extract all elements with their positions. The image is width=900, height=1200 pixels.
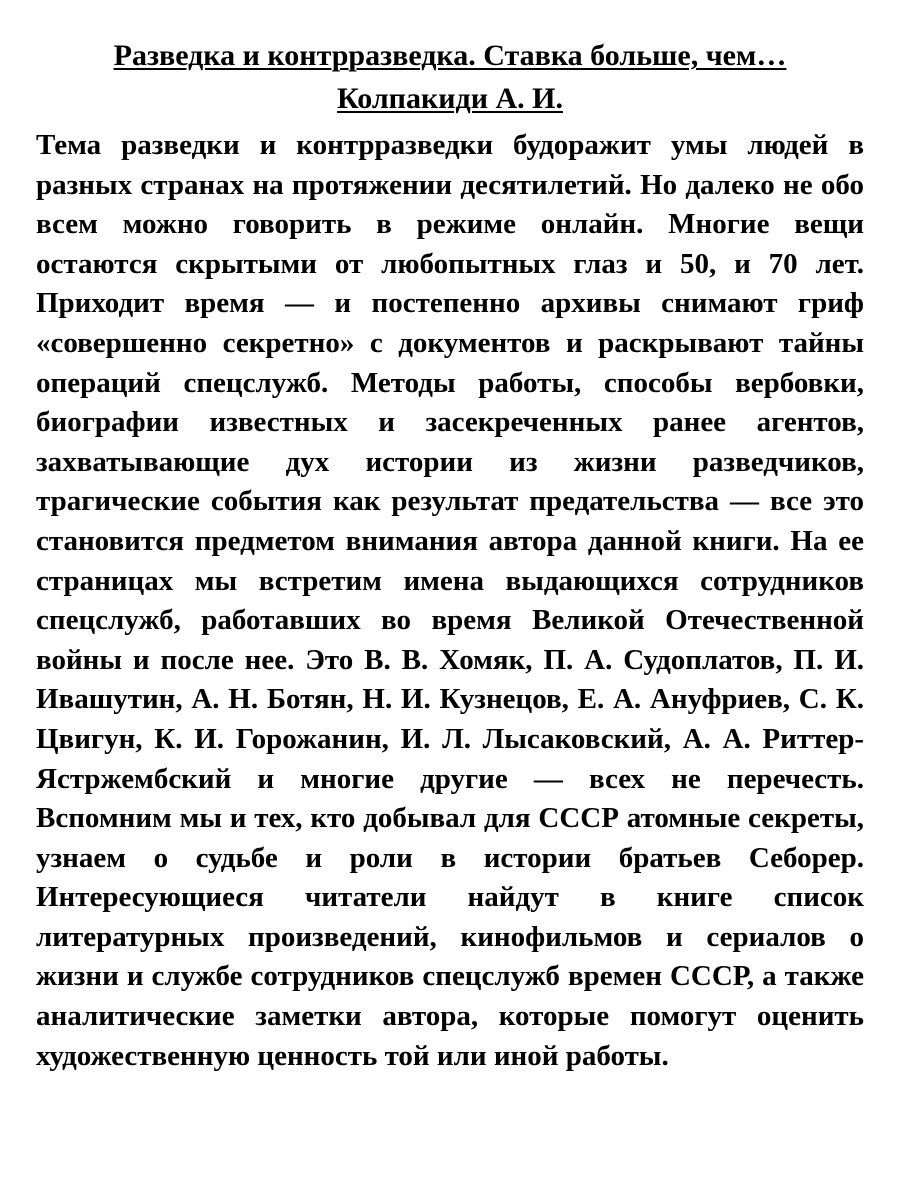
book-author: Колпакиди А. И.	[336, 82, 563, 115]
book-title: Разведка и контрразведка. Ставка больше, чем…	[113, 39, 787, 72]
book-annotation: Тема разведки и контрразведки будоражит умы людей в разных странах на протяжении десятилетий. Но далеко не обо всем можно говорить в режиме онлайн. Многие вещи остаются скрытыми от любопытных глаз и 50, и 70 лет. Приходит время — и постепенно архивы снимают гриф «совершенно секретно» с документов и раскрывают тайны операций спецслужб. Методы работы, способы вербовки, биографии известных и засекреченных ранее агентов, захватывающие дух истории из жизни разведчиков, трагические события как результат предательства — все это становится предметом внимания автора данной книги. На ее страницах мы встретим имена выдающихся сотрудников спецслужб, работавших во время Великой Отечественной войны и после нее. Это В. В. Хомяк, П. А. Судоплатов, П. И. Ивашутин, А. Н. Ботян, Н. И. Кузнецов, Е. А. Ануфриев, С. К. Цвигун, К. И. Горожанин, И. Л. Лысаковский, А. А. Риттер-Ястржембский и многие другие — всех не перечесть. Вспомним мы и тех, кто добывал для СССР атомные секреты, узнаем о судьбе и роли в истории братьев Себорер. Интересующиеся читатели найдут в книге список литературных произведений, кинофильмов и сериалов о жизни и службе сотрудников спецслужб времен СССР, а также аналитические заметки автора, которые помогут оценить художественную ценность той или иной работы.	[36, 129, 864, 1072]
document-heading	[36, 34, 864, 120]
